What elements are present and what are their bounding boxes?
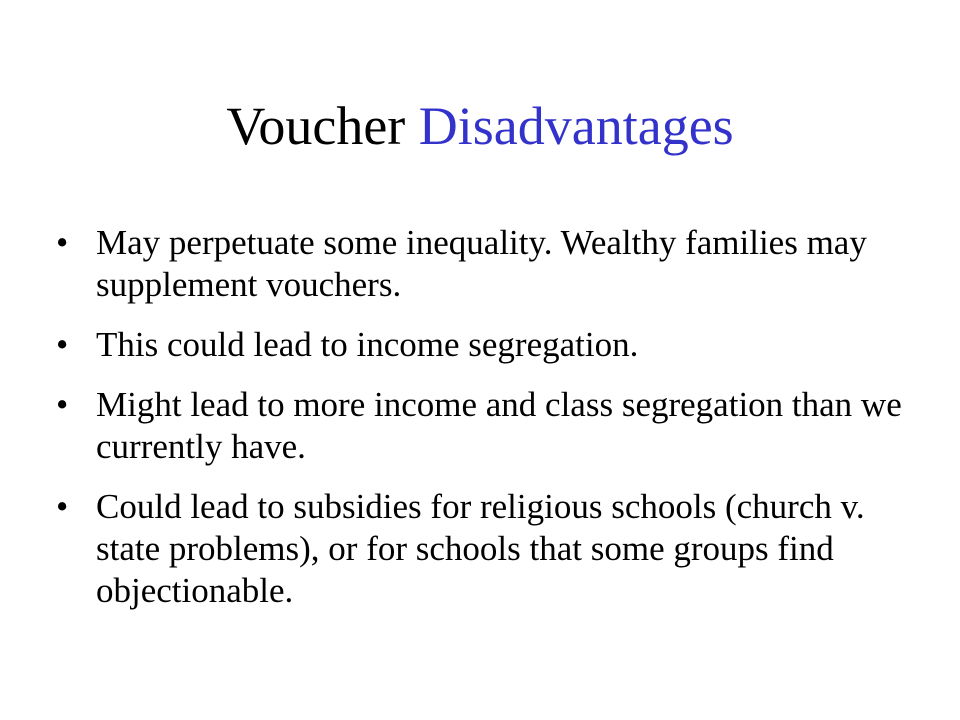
bullet-text: This could lead to income segregation.: [96, 325, 639, 364]
bullet-dot-icon: •: [56, 325, 69, 364]
bullet-item: [56, 486, 936, 612]
bullet-dot-icon: •: [56, 385, 69, 424]
bullet-text: Might lead to more income and class segregation than we currently have.: [96, 385, 902, 466]
bullet-item: [56, 222, 936, 306]
bullet-text: Could lead to subsidies for religious schools (church v. state problems), or for schools that some groups find objectionable.: [96, 487, 865, 610]
bullet-dot-icon: •: [56, 223, 69, 262]
bullet-dot-icon: •: [56, 487, 69, 526]
bullet-list: [56, 222, 936, 630]
bullet-text: May perpetuate some inequality. Wealthy families may supplement vouchers.: [96, 223, 867, 304]
slide-title-accent: Disadvantages: [418, 96, 734, 156]
bullet-item: [56, 384, 936, 468]
slide-title-main: Voucher: [226, 96, 406, 156]
slide-title: [0, 93, 960, 159]
bullet-item: [56, 324, 936, 366]
